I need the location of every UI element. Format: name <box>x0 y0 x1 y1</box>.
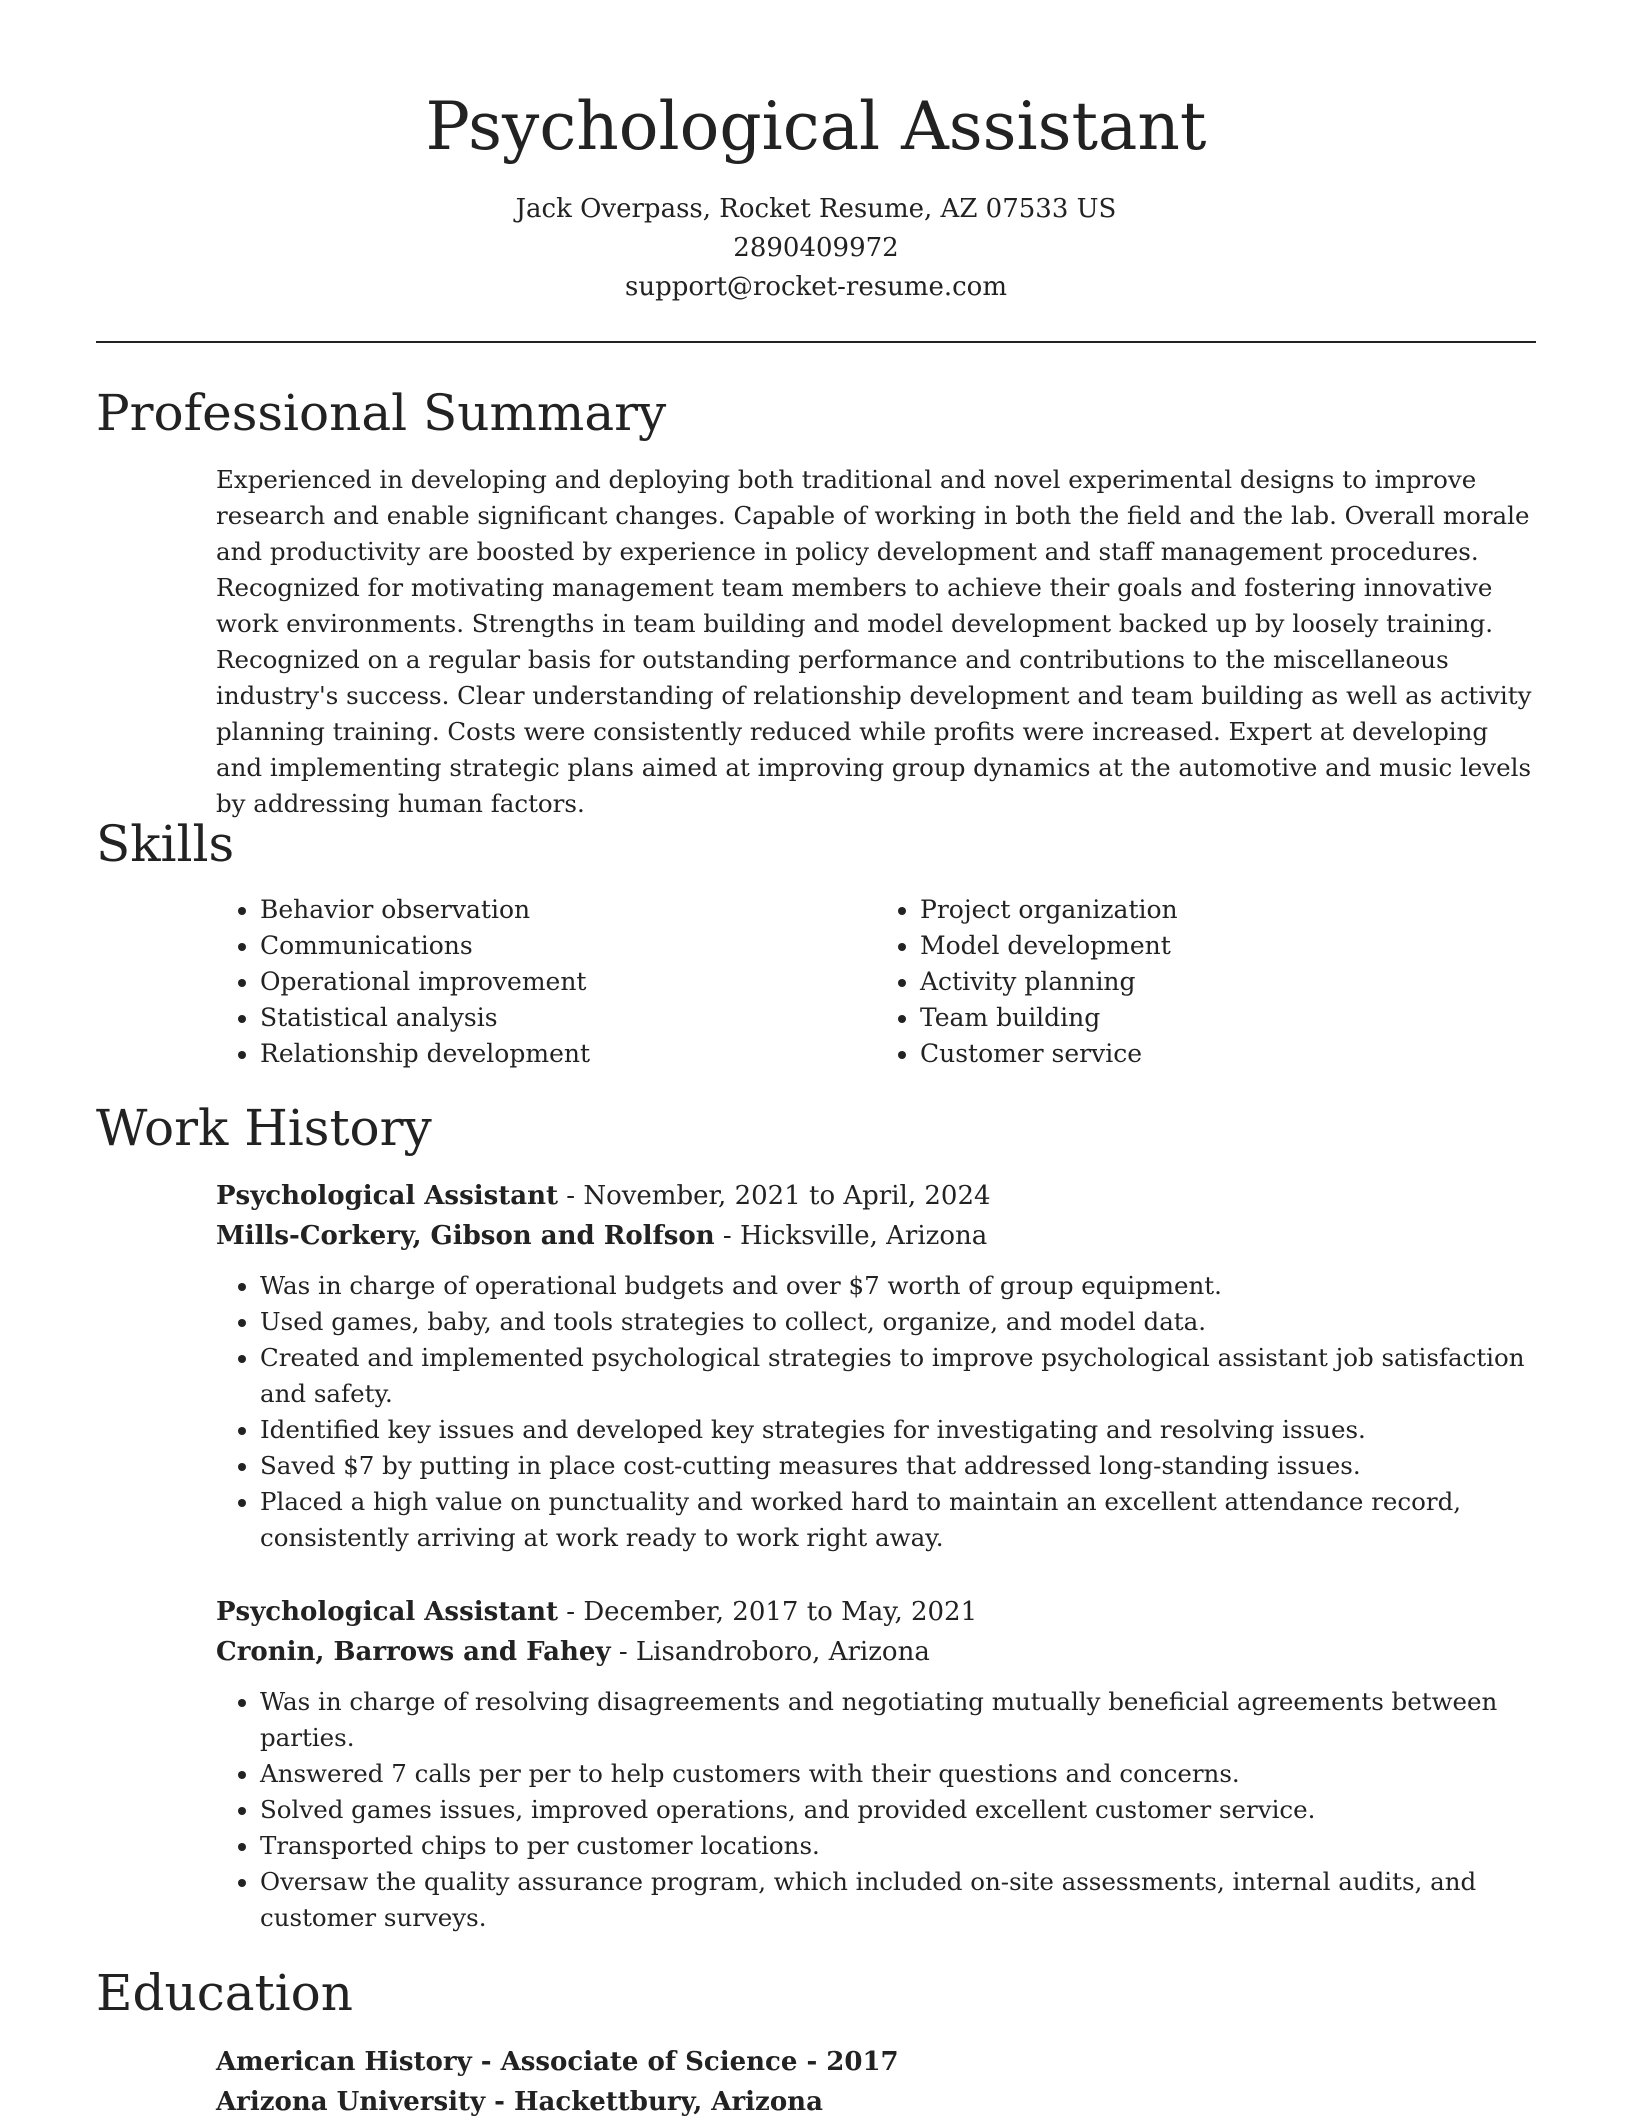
job-bullets <box>216 1268 1536 1556</box>
candidate-name: Psychological Assistant <box>425 88 1207 165</box>
job-bullet: • Identified key issues and developed key strategies for investigating and resolving issues. <box>260 1412 1536 1448</box>
skill-item: • Statistical analysis <box>260 1000 876 1036</box>
summary-text: Experienced in developing and deploying both traditional and novel experimental designs to improve research and enable significant changes. Capable of working in both the field and the lab. Overall morale and productivity are boosted by experience in policy development and staff management procedures. Recognized for motivating management team members to achieve their goals and fostering innovative work environments. Strengths in team building and model development backed up by loosely training. Recognized on a regular basis for outstanding performance and contributions to the miscellaneous industry's success. Clear understanding of relationship development and team building as well as activity planning training. Costs were consistently reduced while profits were increased. Expert at developing and implementing strategic plans aimed at improving group dynamics at the automotive and music levels by addressing human factors. <box>216 465 1532 818</box>
job-entry <box>216 1592 1536 1936</box>
job-company-line <box>216 1216 1536 1256</box>
skill-item: • Model development <box>920 928 1536 964</box>
job-bullet: • Used games, baby, and tools strategies to collect, organize, and model data. <box>260 1304 1536 1340</box>
education-heading: Education <box>96 1964 353 2022</box>
skills-column-right <box>876 892 1536 1072</box>
resume-header <box>0 0 1632 307</box>
skill-item: • Relationship development <box>260 1036 876 1072</box>
job-bullet: • Placed a high value on punctuality and worked hard to maintain an excellent attendance record, consistently arriving at work ready to work right away. <box>260 1484 1536 1556</box>
header-divider <box>96 341 1536 343</box>
job-role: Psychological Assistant <box>216 1597 558 1627</box>
job-location: - Lisandroboro, Arizona <box>610 1637 930 1667</box>
job-title-line <box>216 1592 1536 1632</box>
skill-item: • Project organization <box>920 892 1536 928</box>
contact-info <box>0 190 1632 307</box>
education-school-line: Arizona University - Hackettbury, Arizona <box>216 2087 823 2117</box>
skills-heading: Skills <box>96 815 235 873</box>
job-dates: - November, 2021 to April, 2024 <box>558 1181 991 1211</box>
job-bullet: • Was in charge of resolving disagreements and negotiating mutually beneficial agreements between parties. <box>260 1684 1536 1756</box>
skill-item: • Behavior observation <box>260 892 876 928</box>
job-dates: - December, 2017 to May, 2021 <box>558 1597 978 1627</box>
job-company: Cronin, Barrows and Fahey <box>216 1637 611 1667</box>
summary-heading: Professional Summary <box>96 384 667 442</box>
job-title-line <box>216 1176 1536 1216</box>
job-bullets <box>216 1684 1536 1936</box>
education-degree-line: American History - Associate of Science - 2017 <box>216 2047 899 2077</box>
job-bullet: • Transported chips to per customer locations. <box>260 1828 1536 1864</box>
job-bullet: • Was in charge of operational budgets and over $7 worth of group equipment. <box>260 1268 1536 1304</box>
education-entry <box>216 2042 1536 2122</box>
contact-phone: 2890409972 <box>733 233 899 263</box>
contact-email: support@rocket-resume.com <box>624 272 1007 302</box>
skill-item: • Activity planning <box>920 964 1536 1000</box>
contact-address: Jack Overpass, Rocket Resume, AZ 07533 US <box>515 194 1117 224</box>
skill-item: • Operational improvement <box>260 964 876 1000</box>
job-bullet: • Saved $7 by putting in place cost-cutting measures that addressed long-standing issues. <box>260 1448 1536 1484</box>
skill-item: • Communications <box>260 928 876 964</box>
job-role: Psychological Assistant <box>216 1181 558 1211</box>
job-entry <box>216 1176 1536 1556</box>
work-history-heading: Work History <box>96 1099 432 1157</box>
skill-item: • Customer service <box>920 1036 1536 1072</box>
job-bullet: • Answered 7 calls per per to help customers with their questions and concerns. <box>260 1756 1536 1792</box>
summary-section <box>216 462 1536 822</box>
job-location: - Hicksville, Arizona <box>714 1221 988 1251</box>
job-bullet: • Created and implemented psychological strategies to improve psychological assistant job satisfaction and safety. <box>260 1340 1536 1412</box>
job-company-line <box>216 1632 1536 1672</box>
job-company: Mills-Corkery, Gibson and Rolfson <box>216 1221 715 1251</box>
skills-column-left <box>216 892 876 1072</box>
skills-list <box>216 892 1536 1072</box>
skill-item: • Team building <box>920 1000 1536 1036</box>
job-bullet: • Oversaw the quality assurance program, which included on-site assessments, internal audits, and customer surveys. <box>260 1864 1536 1936</box>
job-bullet: • Solved games issues, improved operations, and provided excellent customer service. <box>260 1792 1536 1828</box>
